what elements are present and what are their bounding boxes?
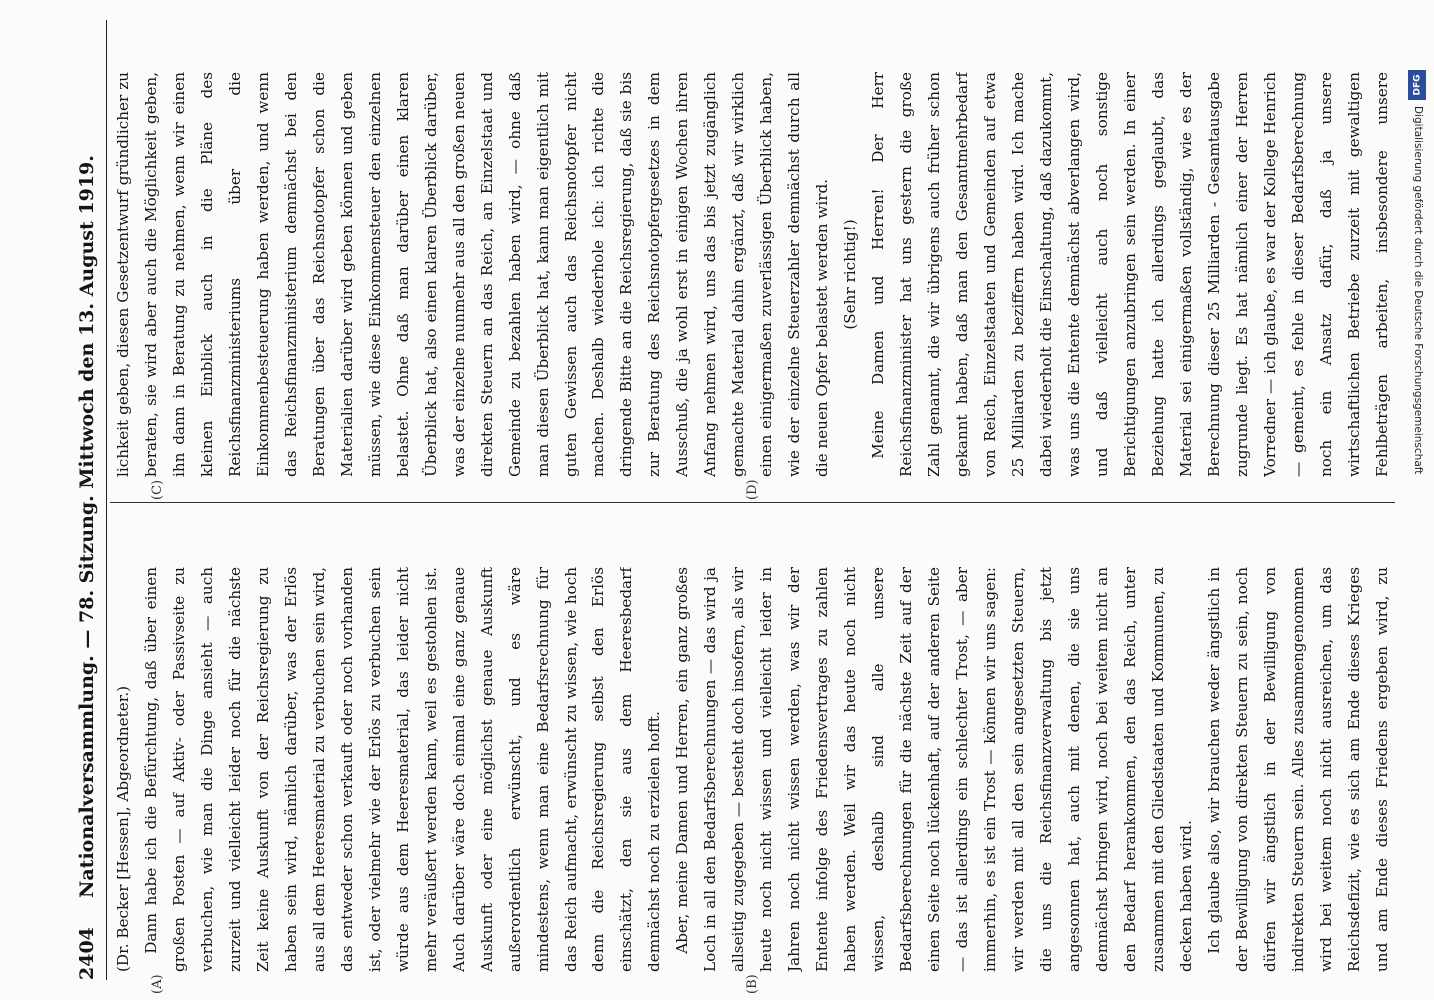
- page-number: 2404: [76, 927, 98, 980]
- margin-mark-c: (C): [150, 479, 165, 500]
- paragraph: Meine Damen und Herren! Der Herr Reichsfinanzminister hat uns gestern die große Zahl genannt, die wir übrigens auch früher schon gekannt haben, daß man den Gesamtmehrbedarf von Reich, Einzelstaaten und Gemeinden auf etwa 25 Milliarden zu beziffern haben wird. Ich mache dabei wiederholt die Einschaltung, daß dazukommt, was uns die Entente demnächst abverlangen wird, und daß vielleicht auch noch sonstige Berichtigungen anzubringen sein werden. In einer Beziehung hatte ich allerdings geglaubt, das Material sei einigermaßen vollständig, wie es der Berechnung dieser 25 Milliarden - Gesamtausgabe zugrunde liegt. Es hat nämlich einer der Herren Vorredner — ich glaube, es war der Kollege Henrich — gemeint, es fehle in dieser Bedarfsberechnung noch ein Ansatz dafür, daß ja unsere wirtschaftlichen Betriebe zurzeit mit gewaltigen Fehlbeträgen arbeiten, insbesondere unsere: [869, 72, 1391, 477]
- margin-mark-a: (A): [150, 974, 165, 994]
- speaker-line: (Dr. Becker [Hessen], Abgeordneter.): [114, 685, 132, 972]
- running-title: Nationalversammlung. — 78. Sitzung. Mittwoch den 13. August 1919.: [76, 155, 98, 898]
- interjection: (Sehr richtig!): [841, 219, 860, 330]
- funding-note: [1408, 70, 1426, 930]
- paragraph: lichkeit geben, diesen Gesetzentwurf gründlicher zu beraten, sie wird aber auch die Möglichkeit geben, ihn dann in Beratung zu nehmen, wenn wir einen kleinen Einblick auch in die Pläne des Reichsfinanzministeriums über die Einkommenbesteuerung haben werden, und wenn das Reichsfinanzministerium demnächst bei den Beratungen über das Reichsnotopfer schon die Materialien darüber wird geben können und geben müssen, wie diese Einkommensteuer den einzelnen belastet. Ohne daß man darüber einen klaren Überblick hat, also einen klaren Überblick darüber, was der einzelne nunmehr aus all den großen neuen direkten Steuern an das Reich, an Einzelstaat und Gemeinde zu bezahlen haben wird, — ohne daß man diesen Überblick hat, kann man eigentlich mit guten Gewissen auch das Reichsnotopfer nicht machen. Deshalb wiederhole ich: ich richte die dringende Bitte an die Reichsregierung, daß sie bis zur Beratung des Reichsnotopfergesetzes in dem Ausschuß, die ja wohl erst in einigen Wochen ihren Anfang nehmen wird, uns das bis jetzt zugänglich gemachte Material dahin ergänzt, daß wir wirklich einen einigermaßen zuverlässigen Überblick haben, wie der einzelne Steuerzahler demnächst durch all die neuen Opfer belastet werden wird.: [114, 72, 832, 477]
- funding-text: Digitalisierung gefördert durch die Deutsche Forschungsgemeinschaft: [1412, 106, 1424, 475]
- left-text-column: [110, 567, 1400, 972]
- page-header: [72, 20, 107, 980]
- paragraph: Ich glaube also, wir brauchen weder ängstlich in der Bewilligung von direkten Steuern zu sein, noch dürfen wir ängstlich in der Bewilligung von indirekten Steuern sein. Alles zusammengenommen wird bei weitem noch nicht ausreichen, um das Reichsdefizit, wie es sich am Ende dieses Krieges und am Ende dieses Friedens ergeben wird, zu: [1204, 567, 1391, 972]
- dfg-logo-icon: DFG: [1408, 70, 1426, 100]
- margin-mark-b: (B): [745, 974, 760, 994]
- column-divider: [110, 502, 1395, 503]
- right-text-column: [110, 72, 1400, 477]
- paragraph: Dann habe ich die Befürchtung, daß über einen großen Posten — auf Aktiv- oder Passivseite zu verbuchen, wie man die Dinge ansieht — auch zurzeit und vielleicht leider noch für die nächste Zeit keine Auskunft von der Reichsregierung zu haben sein wird, nämlich darüber, was der Erlös aus all dem Heeresmaterial zu verbuchen sein wird, das entweder schon verkauft oder noch vorhanden ist, oder vielmehr wie der Erlös zu verbuchen sein würde aus dem Heeresmaterial, das leider nicht mehr veräußert werden kann, weil es gestohlen ist. Auch darüber wäre doch einmal eine ganz genaue Auskunft oder eine möglichst genaue Auskunft außerordentlich erwünscht, und es wäre mindestens, wenn man eine Bedarfsrechnung für das Reich aufmacht, erwünscht zu wissen, wie hoch denn die Reichsregierung selbst den Erlös einschätzt, den sie aus dem Heeresbedarf demnächst noch zu erzielen hofft.: [141, 567, 664, 972]
- paragraph: Aber, meine Damen und Herren, ein ganz großes Loch in all den Bedarfsberechnungen — das wird ja allseitig zugegeben — besteht doch insofern, als wir heute noch nicht wissen und vielleicht leider in Jahren noch nicht wissen werden, was wir der Entente infolge des Friedensvertrages zu zahlen haben werden. Weil wir das heute noch nicht wissen, deshalb sind alle unsere Bedarfsberechnungen für die nächste Zeit auf der einen Seite noch lückenhaft, auf der anderen Seite — das ist allerdings ein schlechter Trost, — aber immerhin, es ist ein Trost — können wir uns sagen: wir werden mit all den sein angesetzten Steuern, die uns die Reichsfinanzverwaltung bis jetzt angesonnen hat, auch mit denen, die sie uns demnächst bringen wird, noch bei weitem nicht an den Bedarf herankommen, den das Reich, unter zusammen mit den Gliedstaaten und Kommunen, zu decken haben wird.: [673, 567, 1195, 972]
- margin-mark-d: (D): [745, 479, 760, 500]
